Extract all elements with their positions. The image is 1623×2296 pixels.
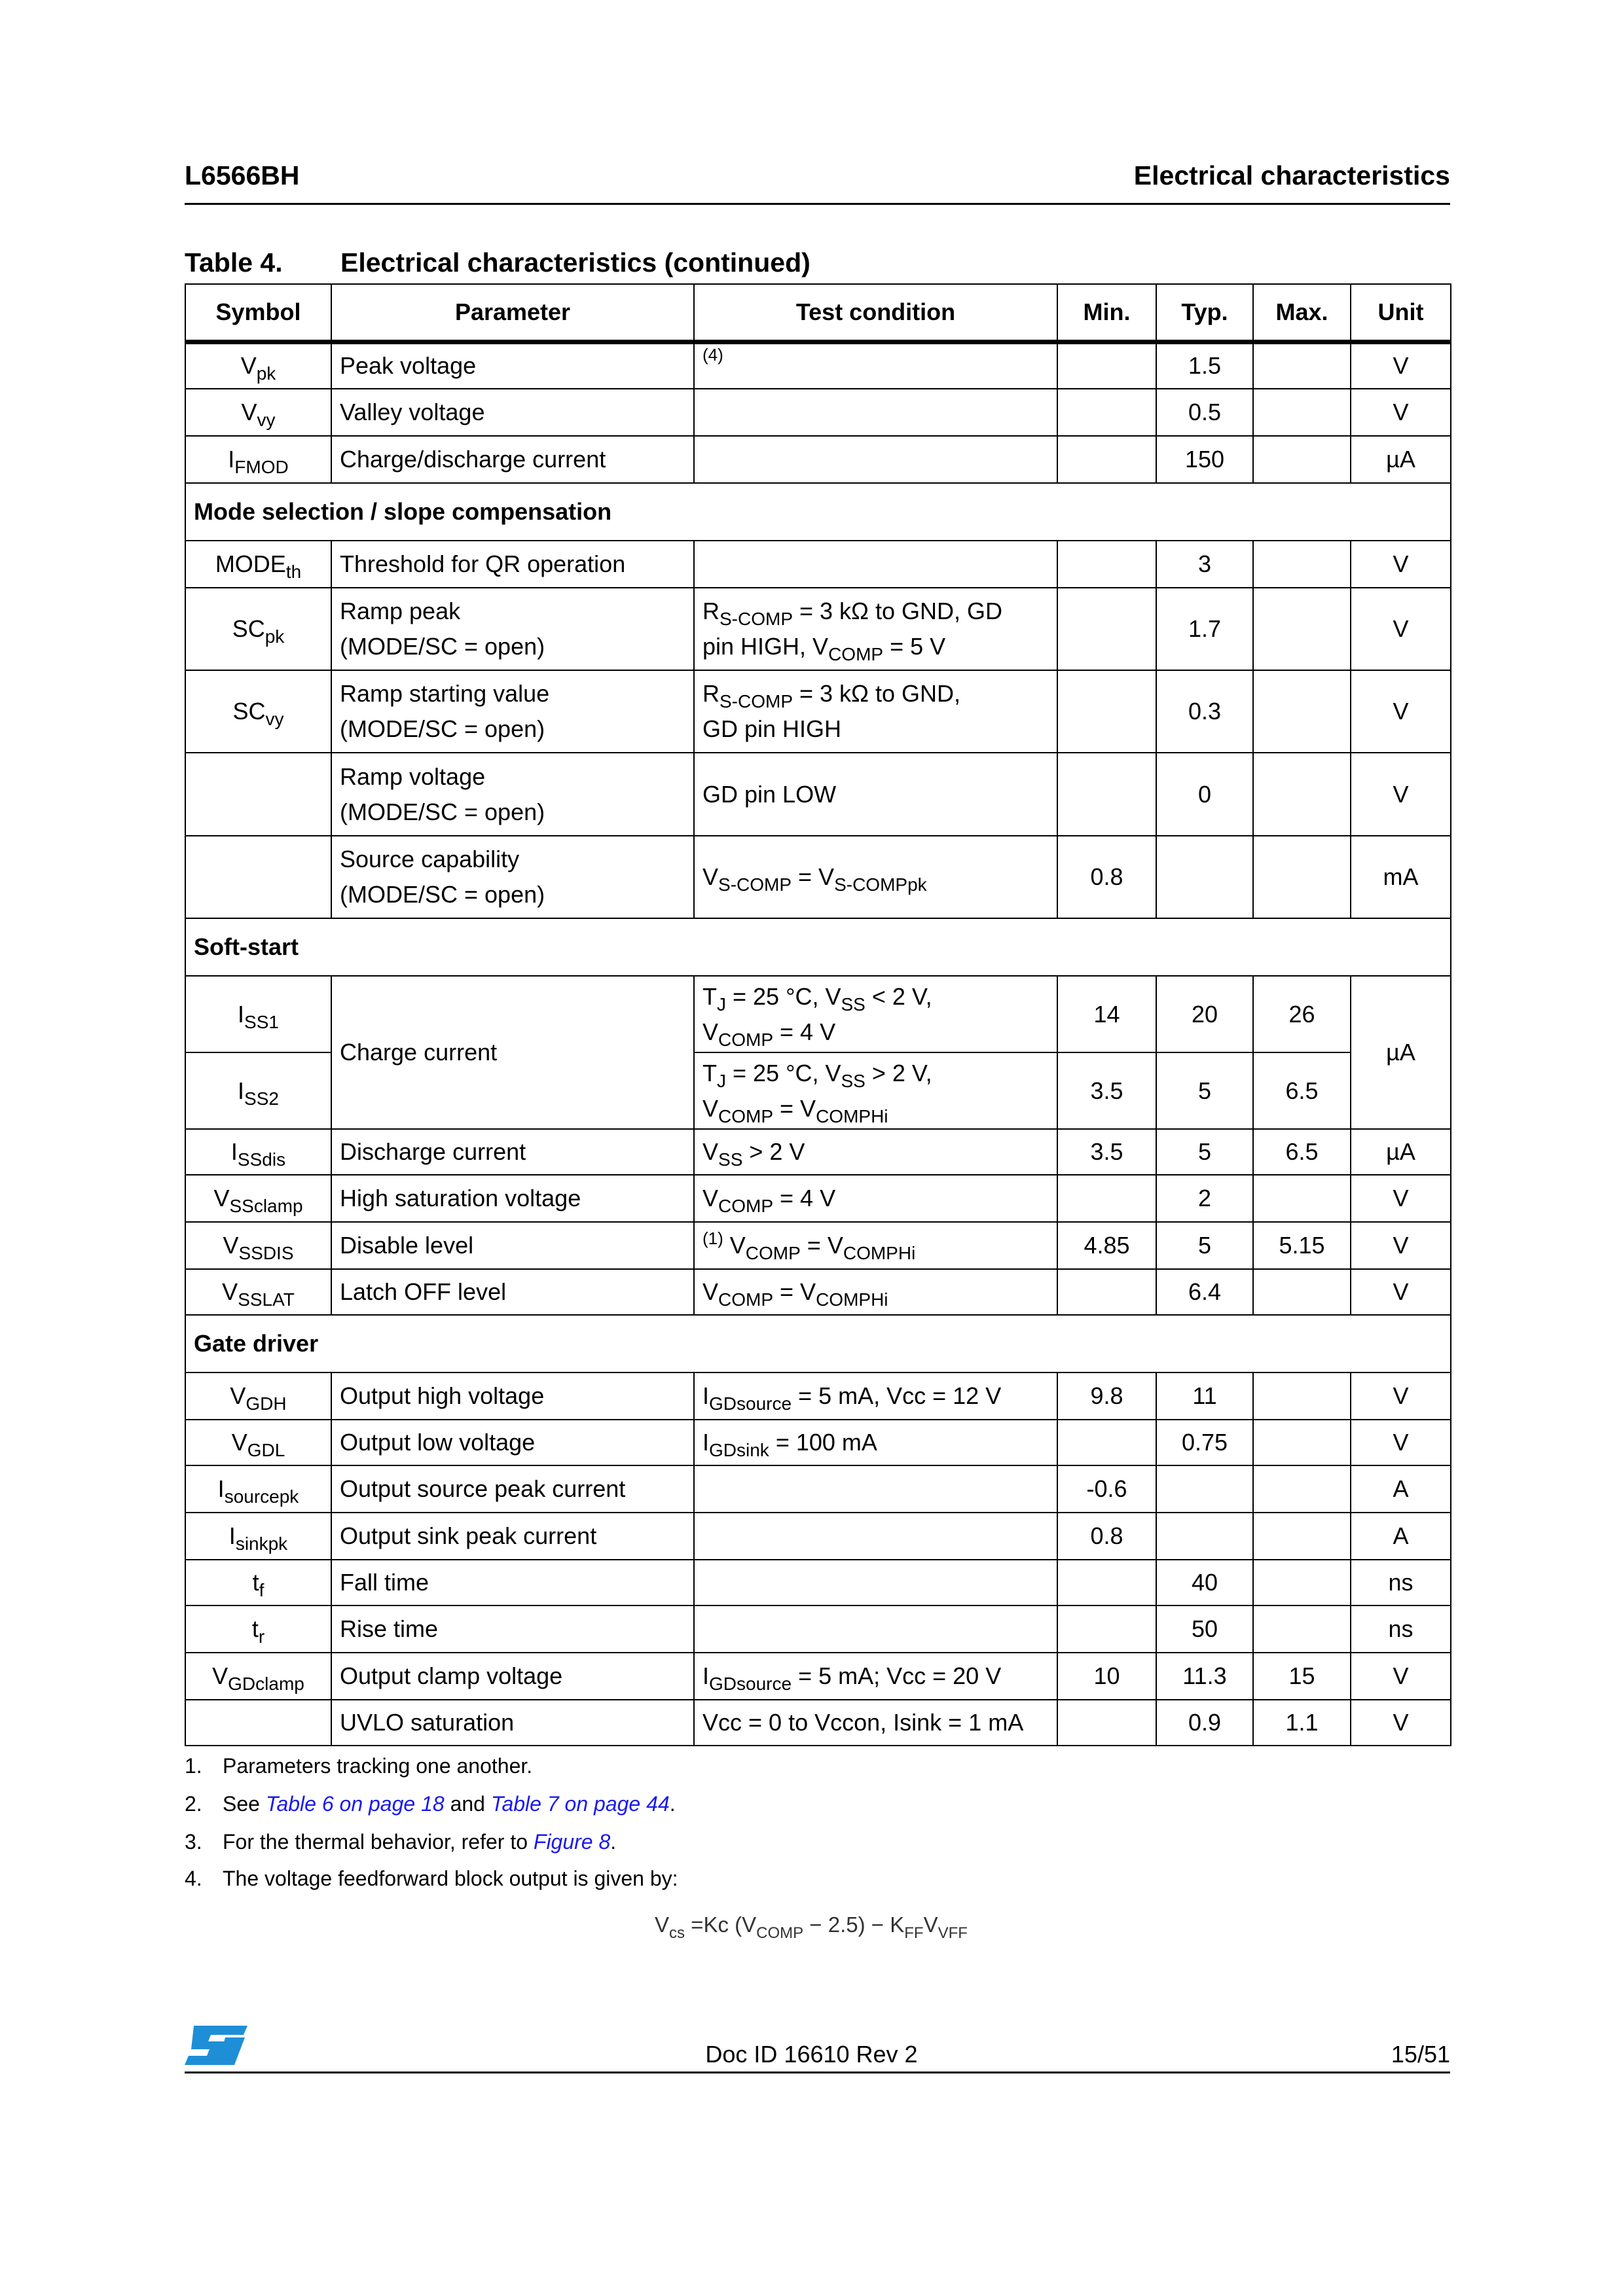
section-row [185, 918, 1451, 976]
typ-cell: 0.3 [1156, 670, 1253, 753]
symbol-cell: $I_{SS2}$ [185, 1052, 331, 1129]
subscript: COMPHi [843, 1243, 916, 1263]
max-cell [1253, 541, 1351, 588]
subscript: J [717, 1070, 726, 1091]
footnote-text: Parameters tracking one another. [223, 1754, 533, 1778]
symbol-cell: $t_f$ [185, 1560, 331, 1605]
footnote-text: . [669, 1792, 676, 1816]
test-condition-cell: $^{(1)}$ $V_{COMP} = V_{COMPHi}$ [694, 1222, 1057, 1269]
min-cell: 3.5 [1057, 1129, 1156, 1175]
max-cell: 15 [1253, 1653, 1351, 1700]
test-condition-cell: $V_{SS} > 2$ V [694, 1129, 1057, 1175]
subscript: COMP [718, 1289, 774, 1310]
unit-cell: V [1351, 1372, 1451, 1420]
subscript: SSLAT [238, 1289, 295, 1310]
unit-cell: ns [1351, 1605, 1451, 1653]
test-condition-cell: $R_{S-COMP} = 3$ kΩ to GND, GD pin HIGH [694, 670, 1057, 753]
subscript: S-COMP [720, 609, 793, 629]
subscript: J [717, 994, 726, 1014]
min-cell: 3.5 [1057, 1052, 1156, 1129]
symbol-cell [185, 753, 331, 836]
table-row [185, 753, 1451, 836]
footnote-text: and [444, 1792, 491, 1816]
table-row [185, 1653, 1451, 1700]
unit-cell: ns [1351, 1560, 1451, 1605]
unit-cell: V [1351, 1420, 1451, 1465]
cross-reference-link[interactable]: Table 6 on page 18 [265, 1792, 445, 1816]
symbol-cell: $SC_{pk}$ [185, 588, 331, 670]
subscript: S-COMP [720, 691, 793, 711]
max-cell [1253, 1269, 1351, 1315]
subscript: VFF [938, 1924, 968, 1942]
test-condition-cell: $V_{COMP} = 4$ V [694, 1175, 1057, 1222]
min-cell [1057, 588, 1156, 670]
min-cell [1057, 389, 1156, 436]
min-cell [1057, 541, 1156, 588]
subscript: th [285, 562, 302, 582]
subscript: FMOD [234, 457, 289, 477]
parameter-cell: Output sink peak current [331, 1513, 694, 1560]
symbol-cell: $V_{pk}$ [185, 342, 331, 389]
section-row [185, 1315, 1451, 1372]
table-row [185, 1513, 1451, 1560]
typ-cell: 11 [1156, 1372, 1253, 1420]
footnote-text: . [610, 1830, 617, 1854]
min-cell [1057, 1175, 1156, 1222]
min-cell [1057, 1269, 1156, 1315]
unit-cell: V [1351, 342, 1451, 389]
parameter-cell: Valley voltage [331, 389, 694, 436]
symbol-cell: $V_{SSclamp}$ [185, 1175, 331, 1222]
column-header-unit: Unit [1351, 284, 1451, 342]
table-row [185, 1560, 1451, 1605]
unit-cell: mA [1351, 836, 1451, 918]
unit-cell: V [1351, 753, 1451, 836]
min-cell: 0.8 [1057, 1513, 1156, 1560]
subscript: SS2 [244, 1088, 279, 1109]
unit-cell: V [1351, 1222, 1451, 1269]
parameter-cell: Output low voltage [331, 1420, 694, 1465]
typ-cell: 20 [1156, 976, 1253, 1052]
parameter-cell: Output source peak current [331, 1465, 694, 1513]
typ-cell: 11.3 [1156, 1653, 1253, 1700]
subscript: SSdis [237, 1149, 286, 1170]
subscript: S-COMPpk [834, 874, 927, 895]
table-row [185, 1129, 1451, 1175]
table-row [185, 670, 1451, 753]
max-cell: 26 [1253, 976, 1351, 1052]
parameter-cell: UVLO saturation [331, 1700, 694, 1746]
subscript: vy [265, 709, 284, 729]
header-rule [185, 203, 1450, 205]
test-condition-cell: Vcc = 0 to Vccon, Isink = 1 mA [694, 1700, 1057, 1746]
table-row [185, 1465, 1451, 1513]
footnote [185, 1792, 676, 1816]
typ-cell: 3 [1156, 541, 1253, 588]
subscript: pk [264, 626, 285, 647]
unit-cell: V [1351, 1269, 1451, 1315]
parameter-cell: Latch OFF level [331, 1269, 694, 1315]
footnote-ref: (4) [702, 344, 723, 365]
subscript: COMP [718, 1029, 774, 1050]
subscript: COMP [718, 1105, 774, 1126]
symbol-cell: $t_r$ [185, 1605, 331, 1653]
column-header-parameter: Parameter [331, 284, 694, 342]
test-condition-cell: GD pin LOW [694, 753, 1057, 836]
footnote-number: 2. [185, 1792, 202, 1816]
footnote-text: For the thermal behavior, refer to [223, 1830, 534, 1854]
min-cell [1057, 753, 1156, 836]
doc-id: Doc ID 16610 Rev 2 [705, 2041, 918, 2068]
max-cell [1253, 670, 1351, 753]
section-heading: Mode selection / slope compensation [185, 483, 1451, 541]
table-row [185, 1372, 1451, 1420]
cross-reference-link[interactable]: Table 7 on page 44 [490, 1792, 670, 1816]
typ-cell: 150 [1156, 436, 1253, 483]
table-row [185, 588, 1451, 670]
max-cell: 6.5 [1253, 1052, 1351, 1129]
cross-reference-link[interactable]: Figure 8 [533, 1830, 611, 1854]
section-heading: Gate driver [185, 1315, 1451, 1372]
min-cell [1057, 1700, 1156, 1746]
max-cell [1253, 1560, 1351, 1605]
max-cell [1253, 1372, 1351, 1420]
typ-cell: 1.5 [1156, 342, 1253, 389]
parameter-cell: Output high voltage [331, 1372, 694, 1420]
typ-cell: 5 [1156, 1129, 1253, 1175]
symbol-cell: $I_{sourcepk}$ [185, 1465, 331, 1513]
symbol-cell: $I_{FMOD}$ [185, 436, 331, 483]
feedforward-formula: $V_{cs} =Kc$ $(V_{COMP} - 2.5) - K_{FF}V_{VFF}$ [655, 1912, 968, 1942]
table-row [185, 1222, 1451, 1269]
unit-cell: A [1351, 1465, 1451, 1513]
unit-cell: µA [1351, 1129, 1451, 1175]
test-condition-cell [694, 1605, 1057, 1653]
parameter-cell: Discharge current [331, 1129, 694, 1175]
table-row [185, 389, 1451, 436]
max-cell [1253, 389, 1351, 436]
section-row [185, 483, 1451, 541]
footnote [185, 1754, 532, 1778]
min-cell [1057, 1420, 1156, 1465]
test-condition-cell [694, 342, 1057, 389]
min-cell [1057, 1560, 1156, 1605]
subscript: f [259, 1580, 264, 1600]
footnote-number: 1. [185, 1754, 202, 1778]
footnote-ref: (1) [702, 1229, 723, 1248]
subscript: COMP [828, 644, 884, 664]
min-cell: 14 [1057, 976, 1156, 1052]
subscript: COMPHi [816, 1105, 888, 1126]
test-condition-cell [694, 541, 1057, 588]
subscript: SS [841, 1070, 866, 1091]
typ-cell [1156, 1513, 1253, 1560]
unit-cell: V [1351, 670, 1451, 753]
table-row [185, 976, 1451, 1052]
test-condition-cell: $T_J = 25$ °C, $V_{SS} < 2$ V, $V_{COMP} = 4$ V [694, 976, 1057, 1052]
symbol-cell: $V_{vy}$ [185, 389, 331, 436]
footnote-number: 3. [185, 1830, 202, 1854]
parameter-cell: Ramp voltage (MODE/SC = open) [331, 753, 694, 836]
subscript: SS [718, 1149, 743, 1170]
table-row [185, 1175, 1451, 1222]
subscript: GDH [246, 1393, 287, 1414]
parameter-cell: Threshold for QR operation [331, 541, 694, 588]
symbol-cell: $I_{SS1}$ [185, 976, 331, 1052]
footnote [185, 1867, 678, 1891]
typ-cell [1156, 1465, 1253, 1513]
subscript: SS1 [244, 1011, 279, 1032]
table-row [185, 1605, 1451, 1653]
typ-cell: 0.75 [1156, 1420, 1253, 1465]
unit-cell: V [1351, 1653, 1451, 1700]
subscript: FF [904, 1924, 924, 1942]
test-condition-cell: $V_{S-COMP} = V_{S-COMPpk}$ [694, 836, 1057, 918]
footnote-text: The voltage feedforward block output is given by: [223, 1867, 678, 1890]
subscript: GDL [247, 1440, 285, 1460]
parameter-cell: Fall time [331, 1560, 694, 1605]
footnote-text: See [223, 1792, 266, 1816]
table-row [185, 541, 1451, 588]
test-condition-cell [694, 1560, 1057, 1605]
min-cell [1057, 436, 1156, 483]
table-row [185, 436, 1451, 483]
max-cell [1253, 1420, 1351, 1465]
max-cell [1253, 342, 1351, 389]
parameter-cell: Output clamp voltage [331, 1653, 694, 1700]
unit-cell: V [1351, 588, 1451, 670]
typ-cell: 1.7 [1156, 588, 1253, 670]
test-condition-cell [694, 436, 1057, 483]
typ-cell: 6.4 [1156, 1269, 1253, 1315]
parameter-cell: Disable level [331, 1222, 694, 1269]
max-cell [1253, 436, 1351, 483]
max-cell [1253, 1605, 1351, 1653]
test-condition-cell [694, 1513, 1057, 1560]
table-header-row [185, 284, 1451, 342]
table-row [185, 836, 1451, 918]
test-condition-cell: $I_{GDsource} = 5$ mA, Vcc = 12 V [694, 1372, 1057, 1420]
table-number: Table 4. [185, 247, 283, 278]
test-condition-cell [694, 1465, 1057, 1513]
electrical-characteristics-table [185, 283, 1451, 1746]
unit-cell: V [1351, 1175, 1451, 1222]
subscript: sinkpk [235, 1534, 288, 1554]
subscript: SSclamp [229, 1196, 303, 1216]
typ-cell: 0.5 [1156, 389, 1253, 436]
subscript: COMPHi [816, 1289, 888, 1310]
parameter-cell: Charge/discharge current [331, 436, 694, 483]
symbol-cell: $V_{SSDIS}$ [185, 1222, 331, 1269]
typ-cell: 0.9 [1156, 1700, 1253, 1746]
parameter-cell: Ramp peak (MODE/SC = open) [331, 588, 694, 670]
subscript: r [258, 1626, 265, 1647]
max-cell [1253, 1465, 1351, 1513]
max-cell [1253, 588, 1351, 670]
table-row [185, 1420, 1451, 1465]
unit-cell: A [1351, 1513, 1451, 1560]
test-condition-cell [694, 389, 1057, 436]
column-header-max: Max. [1253, 284, 1351, 342]
symbol-cell: $V_{GDclamp}$ [185, 1653, 331, 1700]
page-number: 15/51 [1391, 2041, 1450, 2068]
subscript: COMP [756, 1924, 804, 1942]
parameter-cell: Source capability (MODE/SC = open) [331, 836, 694, 918]
column-header-typ: Typ. [1156, 284, 1253, 342]
table-title: Electrical characteristics (continued) [340, 247, 811, 278]
min-cell [1057, 670, 1156, 753]
typ-cell: 50 [1156, 1605, 1253, 1653]
unit-cell: µA [1351, 976, 1451, 1129]
max-cell [1253, 1513, 1351, 1560]
footnote-number: 4. [185, 1867, 202, 1890]
max-cell [1253, 836, 1351, 918]
subscript: cs [669, 1924, 685, 1942]
subscript: GDsource [709, 1674, 792, 1694]
symbol-cell: $I_{sinkpk}$ [185, 1513, 331, 1560]
parameter-cell: High saturation voltage [331, 1175, 694, 1222]
min-cell: 9.8 [1057, 1372, 1156, 1420]
parameter-cell: Rise time [331, 1605, 694, 1653]
subscript: pk [256, 363, 276, 384]
typ-cell: 0 [1156, 753, 1253, 836]
min-cell [1057, 1605, 1156, 1653]
unit-cell: V [1351, 389, 1451, 436]
max-cell: 5.15 [1253, 1222, 1351, 1269]
document-title: L6566BH [185, 160, 300, 190]
test-condition-cell: $T_J = 25$ °C, $V_{SS} > 2$ V, $V_{COMP} = V_{COMPHi}$ [694, 1052, 1057, 1129]
subscript: vy [257, 410, 276, 430]
max-cell [1253, 753, 1351, 836]
column-header-symbol: Symbol [185, 284, 331, 342]
min-cell: 0.8 [1057, 836, 1156, 918]
symbol-cell: $V_{GDH}$ [185, 1372, 331, 1420]
subscript: COMP [745, 1243, 801, 1263]
table-row [185, 342, 1451, 389]
subscript: COMP [718, 1196, 774, 1216]
subscript: GDclamp [228, 1674, 304, 1694]
test-condition-cell: $I_{GDsink} = 100$ mA [694, 1420, 1057, 1465]
column-header-min: Min. [1057, 284, 1156, 342]
unit-cell: V [1351, 541, 1451, 588]
symbol-cell: $V_{GDL}$ [185, 1420, 331, 1465]
typ-cell: 5 [1156, 1222, 1253, 1269]
typ-cell: 40 [1156, 1560, 1253, 1605]
max-cell: 1.1 [1253, 1700, 1351, 1746]
min-cell: -0.6 [1057, 1465, 1156, 1513]
typ-cell [1156, 836, 1253, 918]
footer-rule [185, 2072, 1450, 2073]
table-caption [185, 247, 811, 278]
subscript: SSDIS [238, 1243, 294, 1263]
parameter-cell: Peak voltage [331, 342, 694, 389]
subscript: sourcepk [224, 1486, 299, 1507]
subscript: GDsink [709, 1440, 769, 1460]
footnote [185, 1830, 616, 1854]
test-condition-cell: $R_{S-COMP} = 3$ kΩ to GND, GD pin HIGH, $V_{COMP} = 5$ V [694, 588, 1057, 670]
typ-cell: 5 [1156, 1052, 1253, 1129]
subscript: S-COMP [718, 874, 792, 895]
symbol-cell: $MODE_{th}$ [185, 541, 331, 588]
symbol-cell: $V_{SSLAT}$ [185, 1269, 331, 1315]
parameter-cell: Ramp starting value (MODE/SC = open) [331, 670, 694, 753]
test-condition-cell: $V_{COMP} = V_{COMPHi}$ [694, 1269, 1057, 1315]
column-header-test-condition: Test condition [694, 284, 1057, 342]
symbol-cell: $I_{SSdis}$ [185, 1129, 331, 1175]
section-title: Electrical characteristics [1133, 160, 1450, 190]
max-cell: 6.5 [1253, 1129, 1351, 1175]
parameter-cell: Charge current [331, 976, 694, 1129]
unit-cell: V [1351, 1700, 1451, 1746]
min-cell: 4.85 [1057, 1222, 1156, 1269]
table-row [185, 1700, 1451, 1746]
unit-cell: µA [1351, 436, 1451, 483]
max-cell [1253, 1175, 1351, 1222]
subscript: SS [841, 994, 866, 1014]
section-heading: Soft-start [185, 918, 1451, 976]
symbol-cell: $SC_{vy}$ [185, 670, 331, 753]
typ-cell: 2 [1156, 1175, 1253, 1222]
symbol-cell [185, 1700, 331, 1746]
test-condition-cell: $I_{GDsource} = 5$ mA; Vcc = 20 V [694, 1653, 1057, 1700]
min-cell [1057, 342, 1156, 389]
subscript: GDsource [709, 1393, 792, 1414]
min-cell: 10 [1057, 1653, 1156, 1700]
symbol-cell [185, 836, 331, 918]
table-row [185, 1269, 1451, 1315]
